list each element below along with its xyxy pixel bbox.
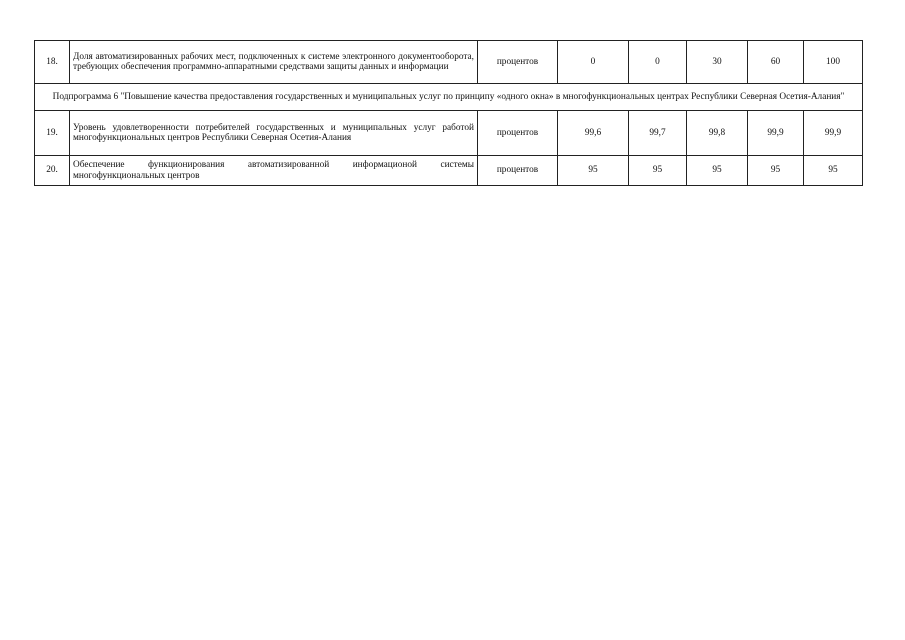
unit-cell: процентов (478, 111, 558, 156)
value-cell: 99,7 (629, 111, 687, 156)
unit-cell: процентов (478, 41, 558, 84)
table-row (35, 111, 863, 156)
value-cell: 0 (558, 41, 629, 84)
table-row (35, 41, 863, 84)
value-cell: 95 (629, 156, 687, 186)
indicator-name: Доля автоматизированных рабочих мест, подключенных к системе электронного документооборота, требующих обеспечения программно-аппаратными средствами защиты данных и информации (70, 41, 478, 84)
subprogram-row (35, 84, 863, 111)
unit-cell: процентов (478, 156, 558, 186)
row-number: 18. (35, 41, 70, 84)
indicators-table (34, 40, 863, 186)
value-cell: 95 (558, 156, 629, 186)
value-cell: 0 (629, 41, 687, 84)
indicator-name: Уровень удовлетворенности потребителей государственных и муниципальных услуг работой многофункциональных центров Республики Северная Осетия-Алания (70, 111, 478, 156)
value-cell: 100 (804, 41, 863, 84)
value-cell: 95 (748, 156, 804, 186)
row-number: 19. (35, 111, 70, 156)
subprogram-title: Подпрограмма 6 "Повышение качества предоставления государственных и муниципальных услуг по принципу «одного окна» в многофункциональных центрах Республики Северная Осетия-Алания" (35, 84, 863, 111)
row-number: 20. (35, 156, 70, 186)
table-row (35, 156, 863, 186)
value-cell: 95 (804, 156, 863, 186)
value-cell: 95 (687, 156, 748, 186)
value-cell: 99,8 (687, 111, 748, 156)
indicator-name: Обеспечение функционирования автоматизированной информационой системы многофункциональных центров (70, 156, 478, 186)
value-cell: 30 (687, 41, 748, 84)
value-cell: 99,9 (748, 111, 804, 156)
value-cell: 99,6 (558, 111, 629, 156)
value-cell: 60 (748, 41, 804, 84)
value-cell: 99,9 (804, 111, 863, 156)
